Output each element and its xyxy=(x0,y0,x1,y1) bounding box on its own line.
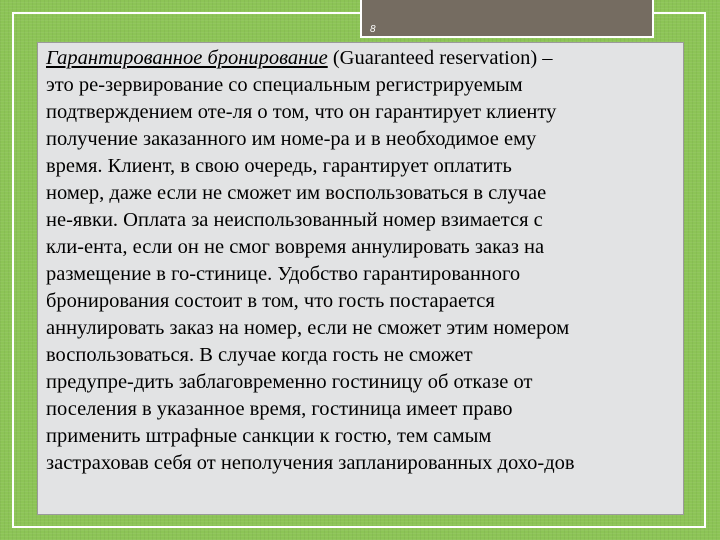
text-line: получение заказанного им номе-ра и в необходимое ему xyxy=(46,128,537,150)
text-line: подтверждением оте-ля о том, что он гарантирует клиенту xyxy=(46,101,557,123)
text-line: застраховав себя от неполучения запланированных дохо-дов xyxy=(46,452,575,474)
text-line: поселения в указанное время, гостиница имеет право xyxy=(46,398,513,420)
text-line: не-явки. Оплата за неиспользованный номер взимается с xyxy=(46,209,543,231)
defined-term: Гарантированное бронирование xyxy=(46,47,328,69)
text-line: размещение в го-стинице. Удобство гарантированного xyxy=(46,263,521,285)
slide-number-tab xyxy=(360,0,654,38)
text-line: воспользоваться. В случае когда гость не сможет xyxy=(46,344,473,366)
first-line-rest: (Guaranteed reservation) – xyxy=(327,47,553,69)
text-line: применить штрафные санкции к гостю, тем самым xyxy=(46,425,492,447)
text-line: бронирования состоит в том, что гость постарается xyxy=(46,290,495,312)
text-line xyxy=(46,45,682,72)
text-line: кли-ента, если он не смог вовремя аннулировать заказ на xyxy=(46,236,545,258)
text-line: номер, даже если не сможет им воспользоваться в случае xyxy=(46,182,547,204)
text-line: это ре-зервирование со специальным регистрируемым xyxy=(46,74,523,96)
text-line: время. Клиент, в свою очередь, гарантирует оплатить xyxy=(46,155,512,177)
slide-number: 8 xyxy=(370,24,376,35)
body-text xyxy=(46,45,682,477)
text-line: аннулировать заказ на номер, если не сможет этим номером xyxy=(46,317,570,339)
text-line: предупре-дить заблаговременно гостиницу об отказе от xyxy=(46,371,533,393)
